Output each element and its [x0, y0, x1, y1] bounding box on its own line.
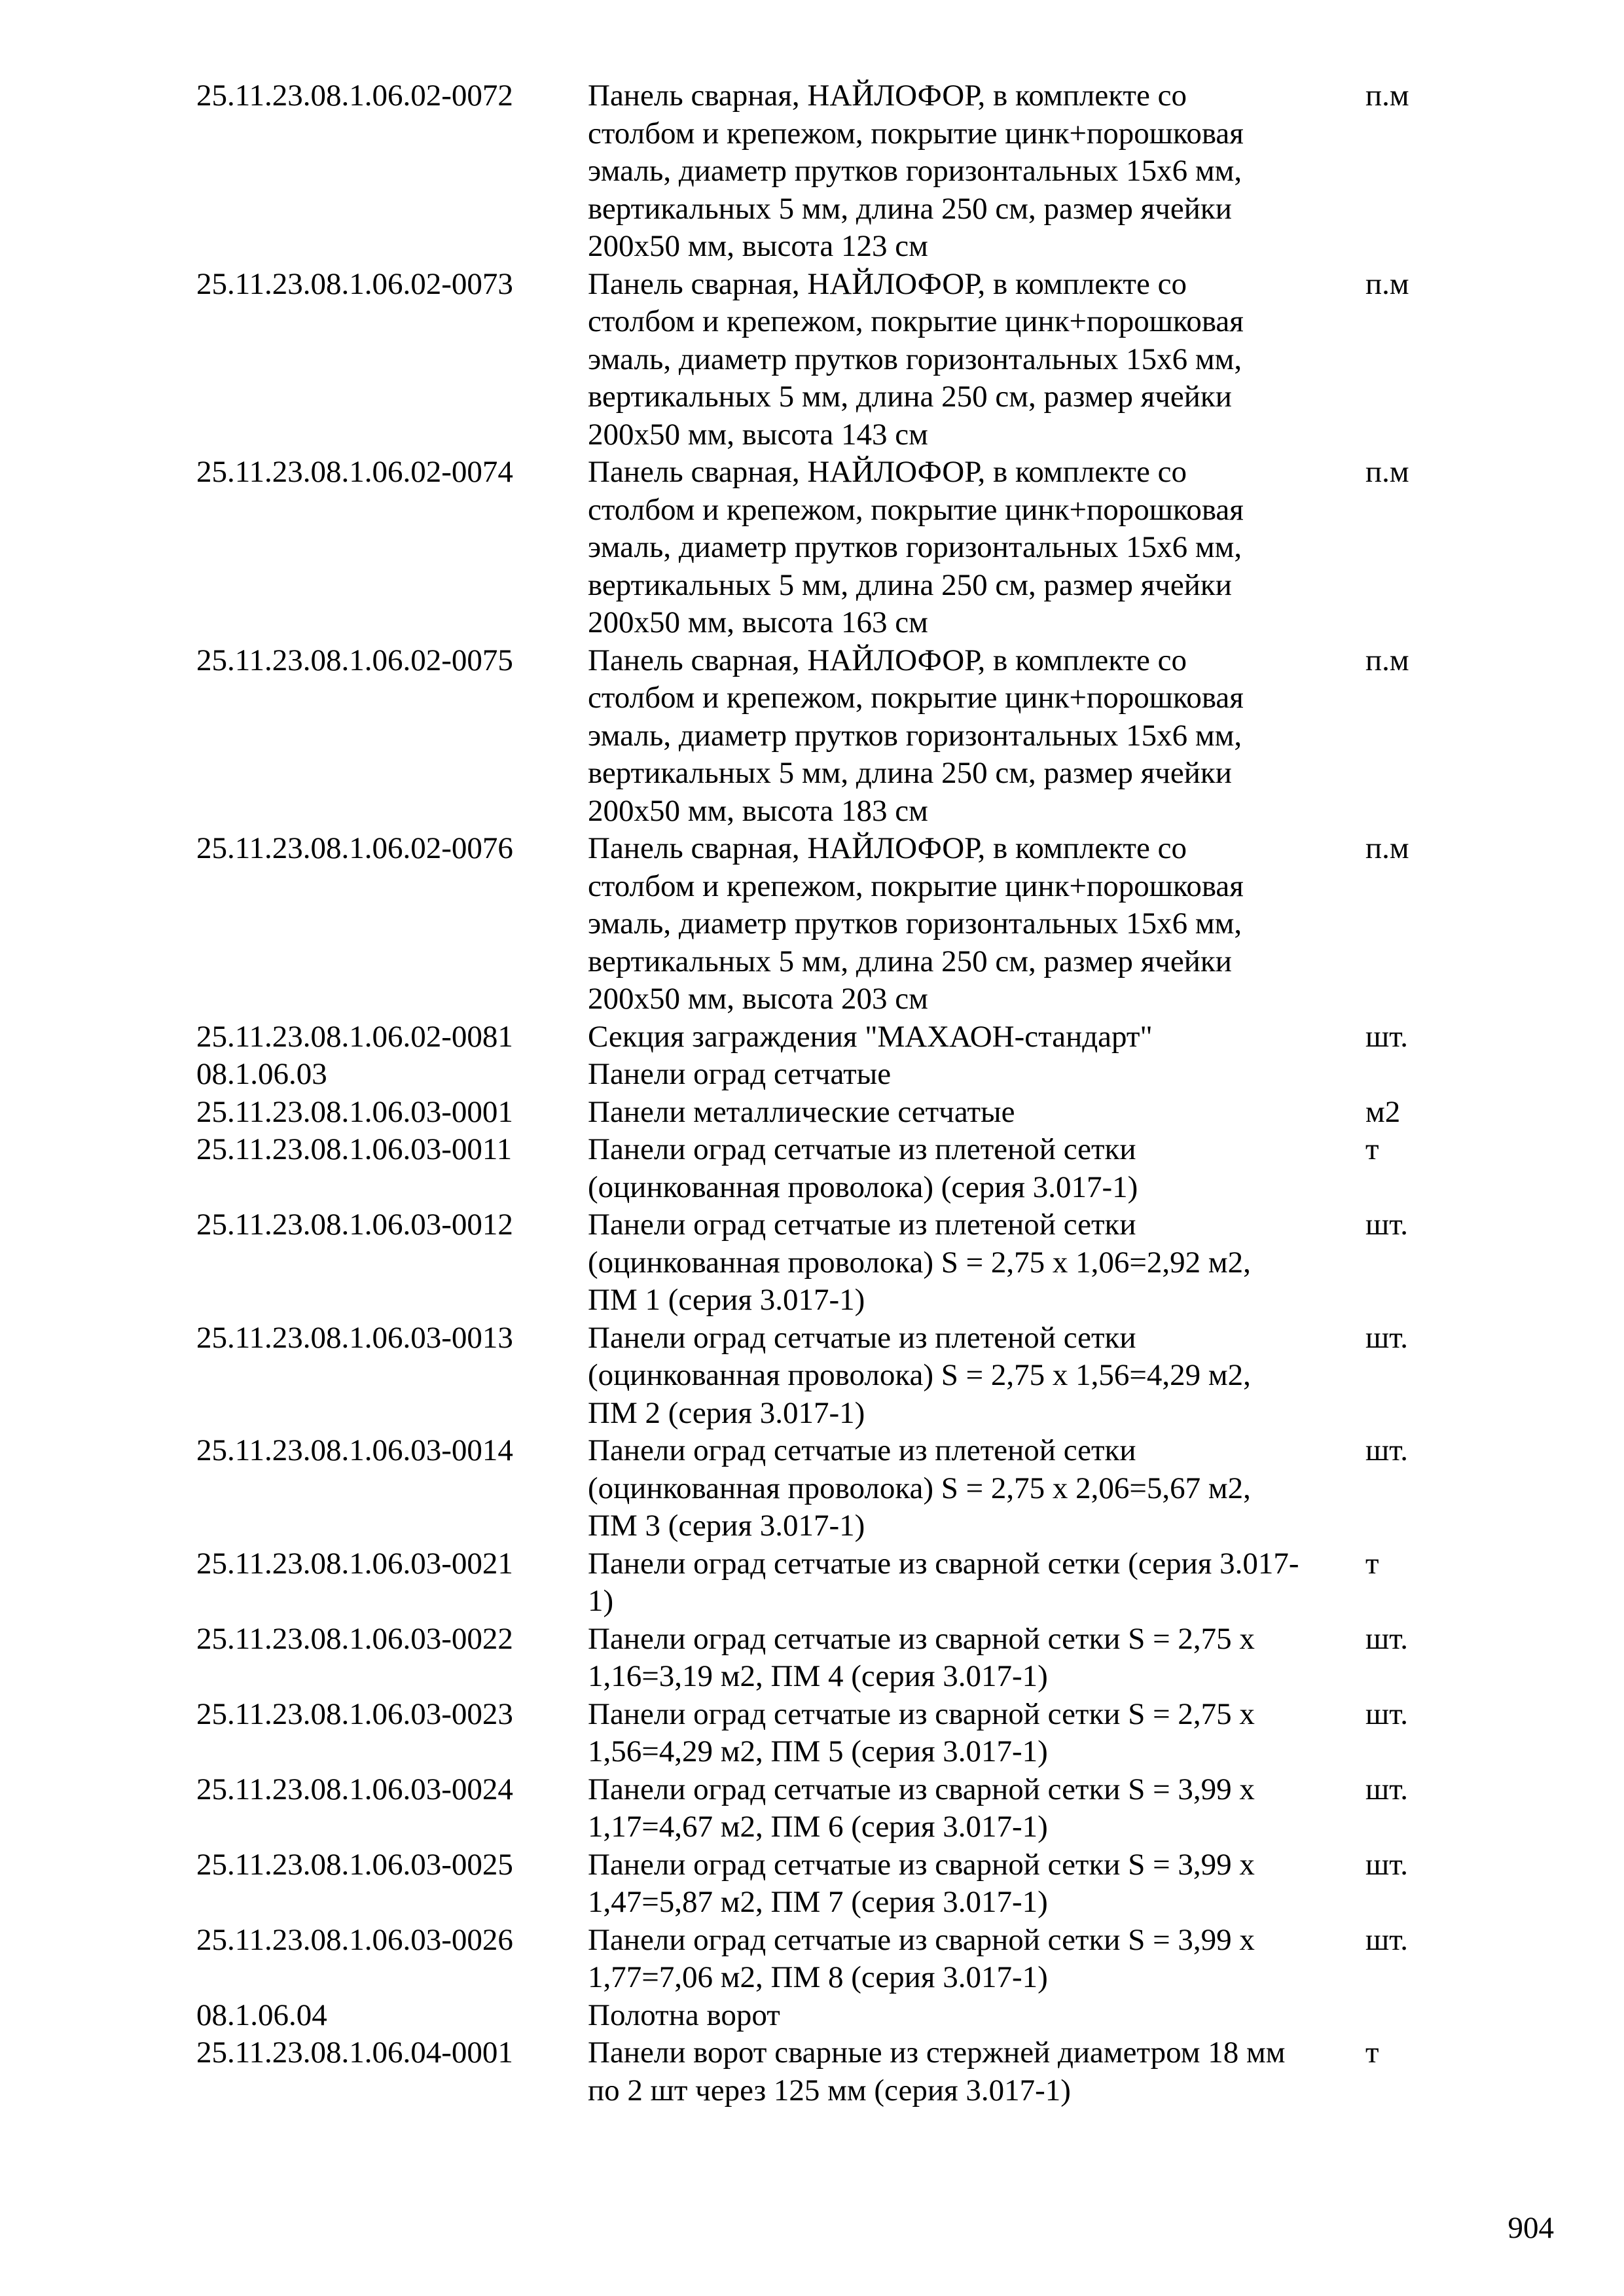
resource-code: 25.11.23.08.1.06.02-0081 [196, 1019, 513, 1054]
resource-unit: шт. [1365, 1621, 1408, 1656]
resource-code: 25.11.23.08.1.06.02-0076 [196, 831, 513, 865]
resource-code: 25.11.23.08.1.06.03-0021 [196, 1546, 513, 1581]
resource-code: 25.11.23.08.1.06.02-0073 [196, 266, 513, 301]
resource-name: Панель сварная, НАЙЛОФОР, в комплекте со столбом и крепежом, покрытие цинк+порошковая эмаль, диаметр прутков горизонтальных 15х6 мм, вертикальных 5 мм, длина 250 см, размер ячейки 200х50 мм, высота 143 см [588, 266, 1244, 452]
table-row [196, 1922, 1440, 1997]
resource-code: 25.11.23.08.1.06.03-0013 [196, 1320, 513, 1355]
table-row [196, 1846, 1440, 1922]
resource-name: Панель сварная, НАЙЛОФОР, в комплекте со столбом и крепежом, покрытие цинк+порошковая эмаль, диаметр прутков горизонтальных 15х6 мм, вертикальных 5 мм, длина 250 см, размер ячейки 200х50 мм, высота 203 см [588, 831, 1244, 1016]
resource-code: 25.11.23.08.1.06.03-0011 [196, 1132, 513, 1166]
resource-unit: шт. [1365, 1696, 1408, 1731]
price-list-table [196, 77, 1440, 2109]
resource-name: Панель сварная, НАЙЛОФОР, в комплекте со столбом и крепежом, покрытие цинк+порошковая эмаль, диаметр прутков горизонтальных 15х6 мм, вертикальных 5 мм, длина 250 см, размер ячейки 200х50 мм, высота 163 см [588, 455, 1244, 639]
section-header-row [196, 1056, 1440, 1094]
resource-unit: шт. [1365, 1019, 1408, 1054]
resource-name: Панели оград сетчатые из плетеной сетки (оцинкованная проволока) (серия 3.017-1) [588, 1132, 1138, 1204]
table-row [196, 1206, 1440, 1319]
resource-unit: шт. [1365, 1320, 1408, 1355]
resource-name: Панели оград сетчатые из плетеной сетки (оцинкованная проволока) S = 2,75 х 2,06=5,67 м2, ПМ 3 (серия 3.017-1) [588, 1433, 1251, 1543]
table-row [196, 642, 1440, 831]
table-row [196, 77, 1440, 266]
table-row [196, 1696, 1440, 1771]
table-row [196, 1545, 1440, 1621]
resource-name: Панели оград сетчатые из сварной сетки S = 3,99 х 1,47=5,87 м2, ПМ 7 (серия 3.017-1) [588, 1847, 1255, 1919]
resource-name: Панель сварная, НАЙЛОФОР, в комплекте со столбом и крепежом, покрытие цинк+порошковая эмаль, диаметр прутков горизонтальных 15х6 мм, вертикальных 5 мм, длина 250 см, размер ячейки 200х50 мм, высота 123 см [588, 79, 1244, 263]
resource-code: 25.11.23.08.1.06.03-0023 [196, 1696, 513, 1731]
resource-unit: шт. [1365, 1922, 1408, 1957]
resource-name: Панели оград сетчатые из сварной сетки (серия 3.017- 1) [588, 1546, 1299, 1618]
section-title: Полотна ворот [588, 1998, 780, 2032]
resource-name: Панели металлические сетчатые [588, 1094, 1015, 1129]
resource-name: Панель сварная, НАЙЛОФОР, в комплекте со столбом и крепежом, покрытие цинк+порошковая эмаль, диаметр прутков горизонтальных 15х6 мм, вертикальных 5 мм, длина 250 см, размер ячейки 200х50 мм, высота 183 см [588, 643, 1244, 828]
resource-code: 25.11.23.08.1.06.03-0025 [196, 1847, 513, 1882]
resource-code: 25.11.23.08.1.06.04-0001 [196, 2036, 513, 2070]
resource-name: Панели ворот сварные из стержней диаметром 18 мм по 2 шт через 125 мм (серия 3.017-1) [588, 2036, 1286, 2108]
table-row [196, 1432, 1440, 1545]
table-row [196, 1771, 1440, 1846]
resource-unit: шт. [1365, 1772, 1408, 1806]
page-number: 904 [1507, 2211, 1554, 2245]
section-title: Панели оград сетчатые [588, 1057, 892, 1091]
resource-unit: п.м [1365, 266, 1409, 301]
table-row [196, 2034, 1440, 2109]
resource-unit: м2 [1365, 1094, 1401, 1129]
resource-name: Панели оград сетчатые из сварной сетки S = 3,99 х 1,77=7,06 м2, ПМ 8 (серия 3.017-1) [588, 1922, 1255, 1994]
table-row [196, 1018, 1440, 1056]
resource-unit: п.м [1365, 79, 1409, 113]
resource-code: 25.11.23.08.1.06.03-0026 [196, 1922, 513, 1957]
table-row [196, 1319, 1440, 1433]
resource-unit: п.м [1365, 455, 1409, 489]
resource-name: Панели оград сетчатые из плетеной сетки (оцинкованная проволока) S = 2,75 х 1,56=4,29 м2, ПМ 2 (серия 3.017-1) [588, 1320, 1251, 1430]
resource-code: 25.11.23.08.1.06.02-0072 [196, 79, 513, 113]
resource-code: 25.11.23.08.1.06.02-0074 [196, 455, 513, 489]
resource-code: 25.11.23.08.1.06.02-0075 [196, 643, 513, 677]
resource-unit: шт. [1365, 1847, 1408, 1882]
resource-code: 25.11.23.08.1.06.03-0014 [196, 1433, 513, 1467]
table-row [196, 266, 1440, 454]
table-row [196, 830, 1440, 1018]
resource-unit: т [1365, 2036, 1379, 2070]
table-row [196, 1621, 1440, 1696]
section-header-row [196, 1997, 1440, 2035]
resource-unit: п.м [1365, 643, 1409, 677]
resource-unit: шт. [1365, 1433, 1408, 1467]
resource-name: Панели оград сетчатые из сварной сетки S = 3,99 х 1,17=4,67 м2, ПМ 6 (серия 3.017-1) [588, 1772, 1255, 1844]
resource-name: Панели оград сетчатые из плетеной сетки (оцинкованная проволока) S = 2,75 х 1,06=2,92 м2, ПМ 1 (серия 3.017-1) [588, 1208, 1251, 1317]
resource-unit: т [1365, 1546, 1379, 1581]
table-row [196, 454, 1440, 642]
resource-code: 25.11.23.08.1.06.03-0024 [196, 1772, 513, 1806]
section-code: 08.1.06.03 [196, 1057, 327, 1091]
resource-name: Секция заграждения "МАХАОН-стандарт" [588, 1019, 1153, 1054]
resource-unit: шт. [1365, 1208, 1408, 1242]
resource-unit: т [1365, 1132, 1379, 1166]
resource-name: Панели оград сетчатые из сварной сетки S = 2,75 х 1,56=4,29 м2, ПМ 5 (серия 3.017-1) [588, 1696, 1255, 1768]
table-row [196, 1094, 1440, 1132]
resource-name: Панели оград сетчатые из сварной сетки S = 2,75 х 1,16=3,19 м2, ПМ 4 (серия 3.017-1) [588, 1621, 1255, 1693]
resource-code: 25.11.23.08.1.06.03-0022 [196, 1621, 513, 1656]
table-row [196, 1131, 1440, 1206]
resource-unit: п.м [1365, 831, 1409, 865]
resource-code: 25.11.23.08.1.06.03-0001 [196, 1094, 513, 1129]
section-code: 08.1.06.04 [196, 1998, 327, 2032]
resource-code: 25.11.23.08.1.06.03-0012 [196, 1208, 513, 1242]
